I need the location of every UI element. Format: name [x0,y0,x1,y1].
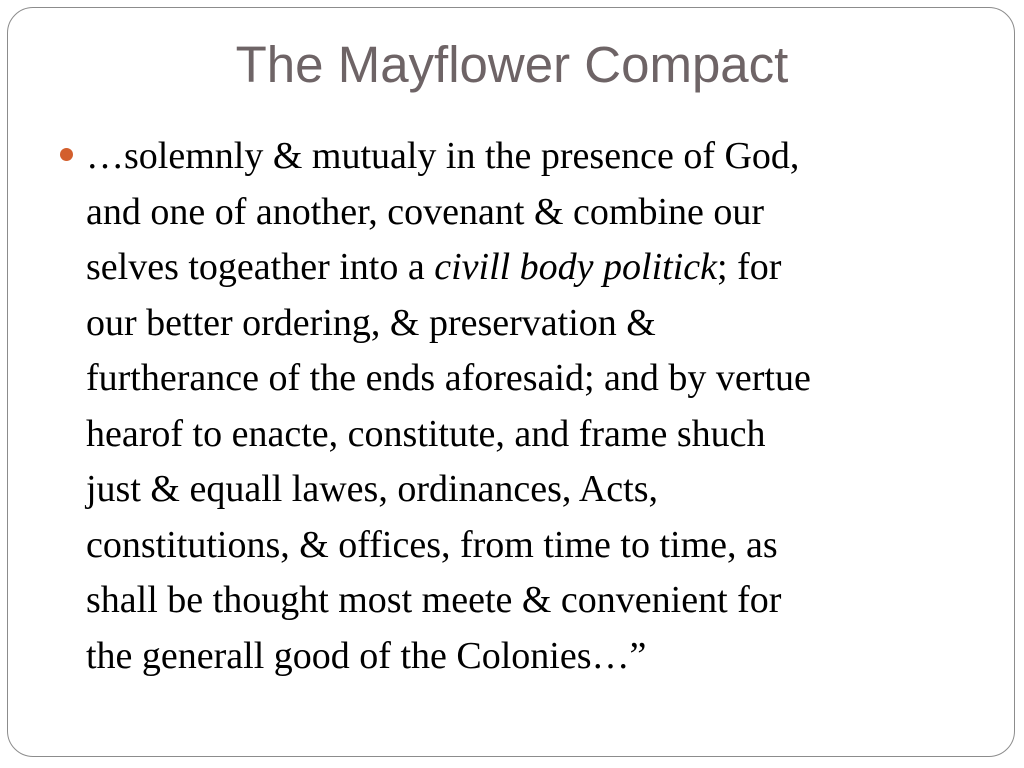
quote-line: constitutions, & offices, from time to time, as [86,523,778,566]
quote-text: selves togeather into a [86,246,435,288]
quote-line: shall be thought most meete & convenient for [86,579,782,621]
quote-line: and one of another, covenant & combine our [86,190,765,233]
quote-line: hearof to enacte, constitute, and frame shuch [86,412,766,455]
quote-line: the generall good of the Colonies…” [86,634,647,677]
quote-line: furtherance of the ends aforesaid; and by vertue [86,357,811,399]
bullet-list [54,129,974,684]
quote-text: ; for [717,246,782,288]
quote-bullet-item [54,129,974,684]
quote-line: our better ordering, & preservation & [86,301,656,344]
bullet-dot-icon [60,148,73,161]
quote-emphasis: civill body politick [434,246,718,288]
slide-title: The Mayflower Compact [235,36,789,93]
quote-line: …solemnly & mutualy in the presence of God, [86,135,800,177]
slide [7,7,1015,757]
quote-line [86,240,974,296]
quote-line: just & equall lawes, ordinances, Acts, [86,468,658,510]
